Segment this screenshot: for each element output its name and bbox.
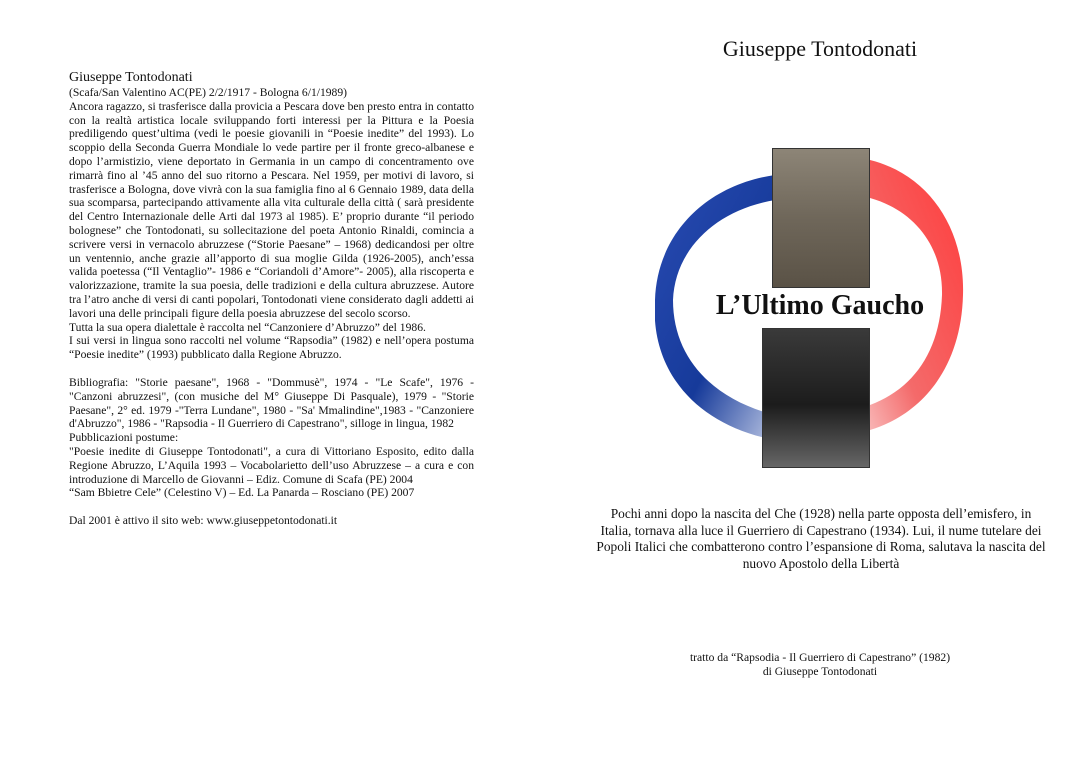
source-credit-line: tratto da “Rapsodia - Il Guerriero di Capestrano” (1982) [689,651,951,664]
spacer [69,500,474,514]
posthumous-item: “Sam Bbietre Cele” (Celestino V) – Ed. La Panarda – Rosciano (PE) 2007 [69,486,415,500]
source-credit [640,651,1000,679]
spacer [69,362,474,376]
biography-lingua-note: I sui versi in lingua sono raccolti nel volume “Rapsodia” (1982) e nell’opera postuma “Poesie inedite” (1993) pubblicato dalla Regione Abruzzo. [69,334,474,362]
biography-text: Ancora ragazzo, si trasferisce dalla provicia a Pescara dove ben presto entra in contatto con la realtà artistica locale sviluppando forti interessi per la Pittura e la Poesia prediligendo quest’ultima (vedi le poesie giovanili in “Poesie inedite” del 1993). Lo scoppio della Seconda Guerra Mondiale lo vede partire per il fronte greco-albanese e dopo l’armistizio, viene deportato in Germania in un campo di concentramento ove rimarrà fino al ’45 anno del suo ritorno a Pescara. Nel 1959, per motivi di lavoro, si trasferisce a Bologna, dove vivrà con la sua famiglia fino al 6 Gennaio 1989, data della sua scomparsa, partecipando attivamente alla vita culturale della città ( sarà presidente del Centro Internazionale delle Arti dal 1973 al 1985). E’ proprio durante “il periodo bolognese” che Tontodonati, su sollecitazione del poeta Antonio Rinaldi, comincia a scrivere versi in vernacolo abruzzese (“Storie Paesane” – 1968) dedicandosi per oltre un ventennio, anche grazie all’apporto di sua moglie Gilda (1926-2005), anch’essa valida poetessa (“Il Ventaglio”- 1986 e “Coriandoli d’Amore”- 2005), alla riscoperta e valorizzazione, tramite la sua poesia, delle tradizioni e della cultura abruzzese. Autore tra l’atro anche di versi di canti popolari, Tontodonati viene considerato dagli addetti ai lavori una delle principali figure della poesia abruzzese del secolo scorso. [69,99,474,320]
biography-dialect-note: Tutta la sua opera dialettale è raccolta nel “Canzoniere d’Abruzzo” del 1986. [69,320,426,334]
website-note: Dal 2001 è attivo il sito web: www.giuseppetontodonati.it [69,514,338,528]
book-title: L’Ultimo Gaucho [715,290,925,321]
cover-author-name: Giuseppe Tontodonati [722,36,918,61]
source-credit-author: di Giuseppe Tontodonati [762,665,878,678]
che-guevara-portrait-image [762,328,870,468]
biography-author-name: Giuseppe Tontodonati [69,70,193,85]
biography-dates: (Scafa/San Valentino AC(PE) 2/2/1917 - Bologna 6/1/1989) [69,86,348,99]
warrior-statue-image [772,148,870,288]
biography-column [69,70,474,528]
posthumous-item: "Poesie inedite di Giuseppe Tontodonati", a cura di Vittoriano Esposito, edito dalla Regione Abruzzo, L’Aquila 1993 – Vocabolarietto dell’uso Abruzzese – a cura e con introduzione di Marcello de Giovanni – Ediz. Comune di Scafa (PE) 2004 [69,444,474,486]
bibliography: Bibliografia: "Storie paesane", 1968 - "Dommusè", 1974 - "Le Scafe", 1976 - "Canzoni abruzzesi", (con musiche del M° Giuseppe Di Pasquale), 1979 - "Storie Paesane", 2° ed. 1979 -"Terra Lundane", 1980 - "Sa' Mmalindine",1983 - "Canzoniere d'Abruzzo", 1986 - "Rapsodia - Il Guerriero di Capestrano", silloge in lingua, 1982 [69,375,474,431]
cover-caption: Pochi anni dopo la nascita del Che (1928) nella parte opposta dell’emisfero, in Italia, tornava alla luce il Guerriero di Capestrano (1934). Lui, il nume tutelare dei Popoli Italici che combatterono contro l’espansione di Roma, salutava la nascita del nuovo Apostolo della Libertà [596,506,1046,571]
posthumous-heading: Pubblicazioni postume: [69,431,179,445]
